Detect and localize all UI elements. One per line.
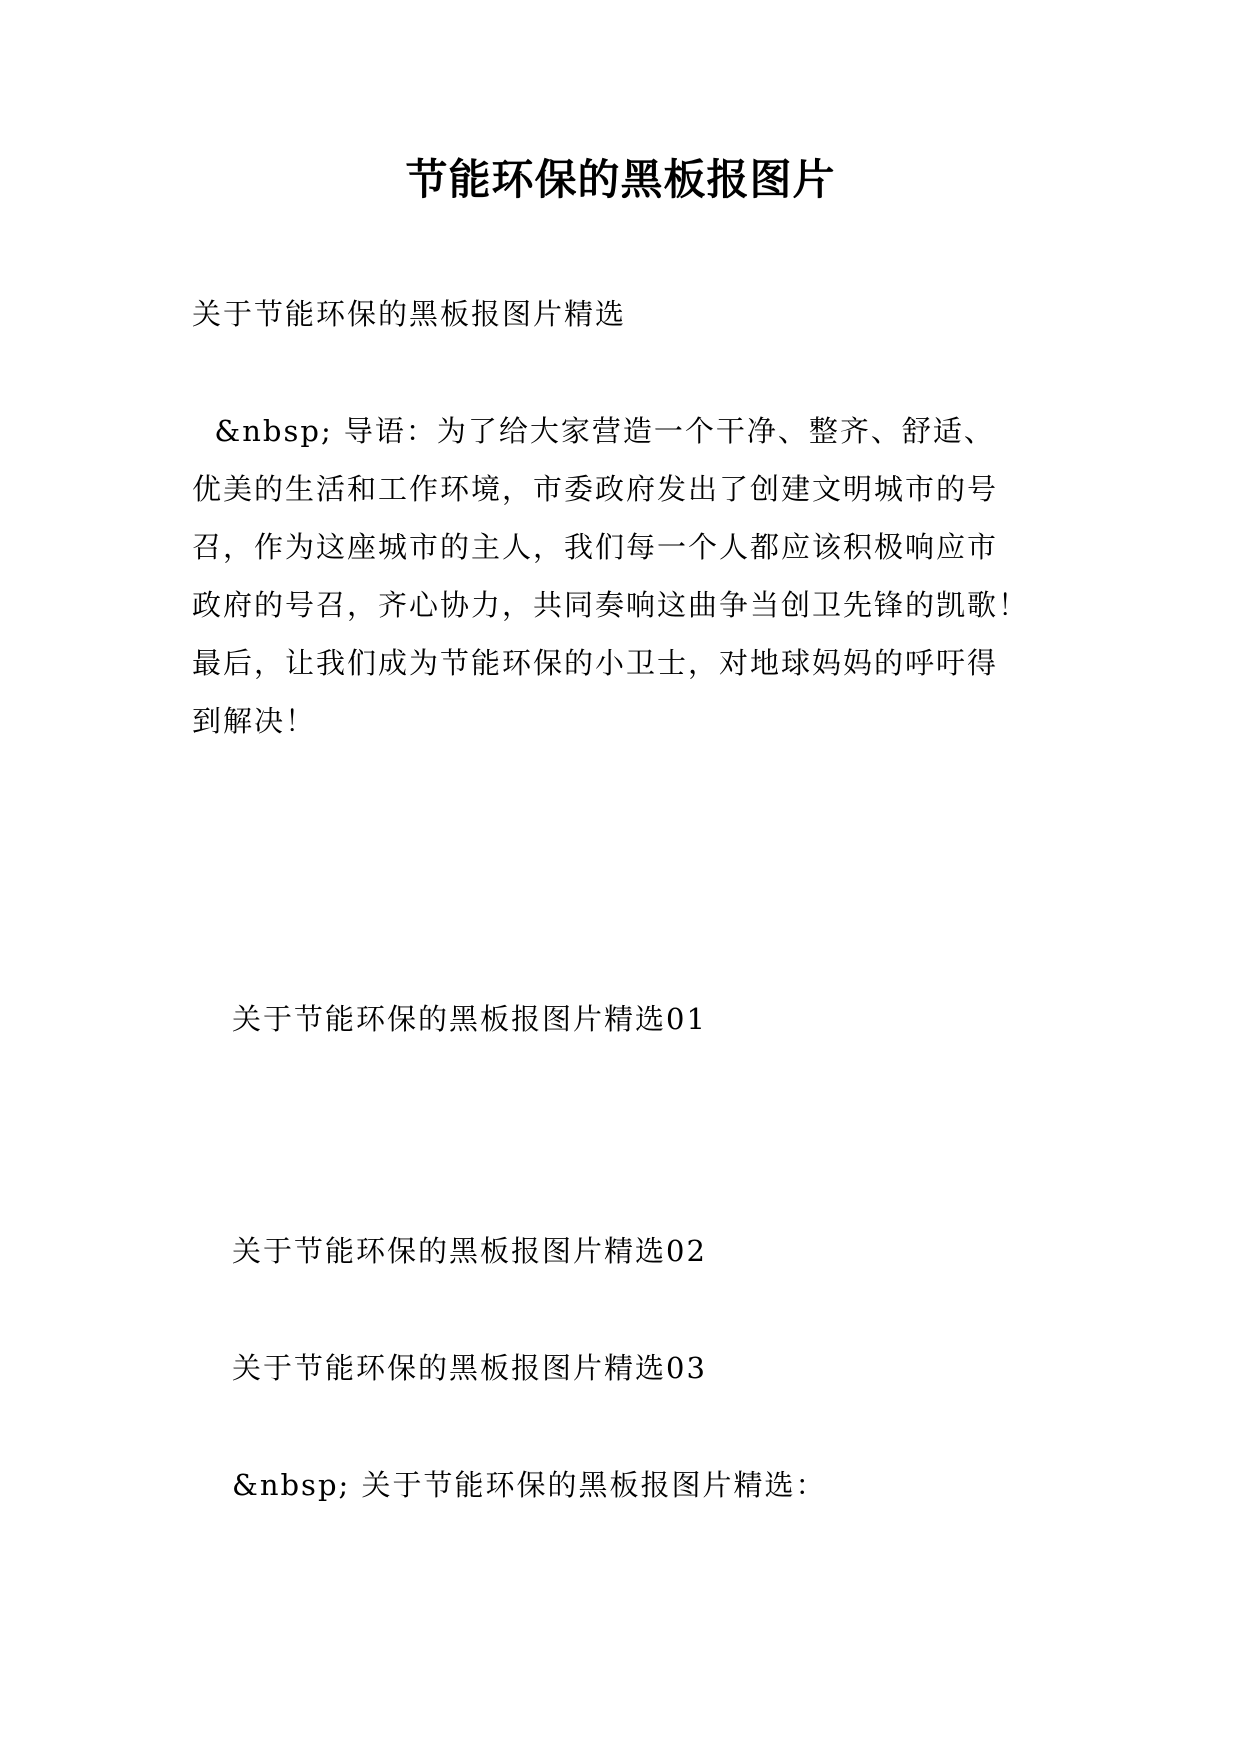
- intro-line: 召，作为这座城市的主人，我们每一个人都应该积极响应市: [192, 530, 999, 564]
- intro-line: 最后，让我们成为节能环保的小卫士，对地球妈妈的呼吁得: [192, 646, 999, 680]
- selection-heading-01: 关于节能环保的黑板报图片精选01: [232, 1002, 707, 1036]
- selection-heading-03: 关于节能环保的黑板报图片精选03: [232, 1351, 707, 1385]
- intro-line: 政府的号召，齐心协力，共同奏响这曲争当创卫先锋的凯歌！: [192, 588, 1030, 622]
- selection-heading-02: 关于节能环保的黑板报图片精选02: [232, 1234, 707, 1268]
- intro-line: 到解决！: [192, 704, 317, 738]
- selection-intro: &nbsp; 关于节能环保的黑板报图片精选：: [232, 1468, 827, 1502]
- intro-paragraph: [192, 413, 1068, 761]
- document-subtitle: 关于节能环保的黑板报图片精选: [192, 297, 627, 331]
- intro-line: &nbsp; 导语：为了给大家营造一个干净、整齐、舒适、: [192, 414, 995, 448]
- document-title: 节能环保的黑板报图片: [405, 155, 836, 204]
- intro-line: 优美的生活和工作环境，市委政府发出了创建文明城市的号: [192, 472, 999, 506]
